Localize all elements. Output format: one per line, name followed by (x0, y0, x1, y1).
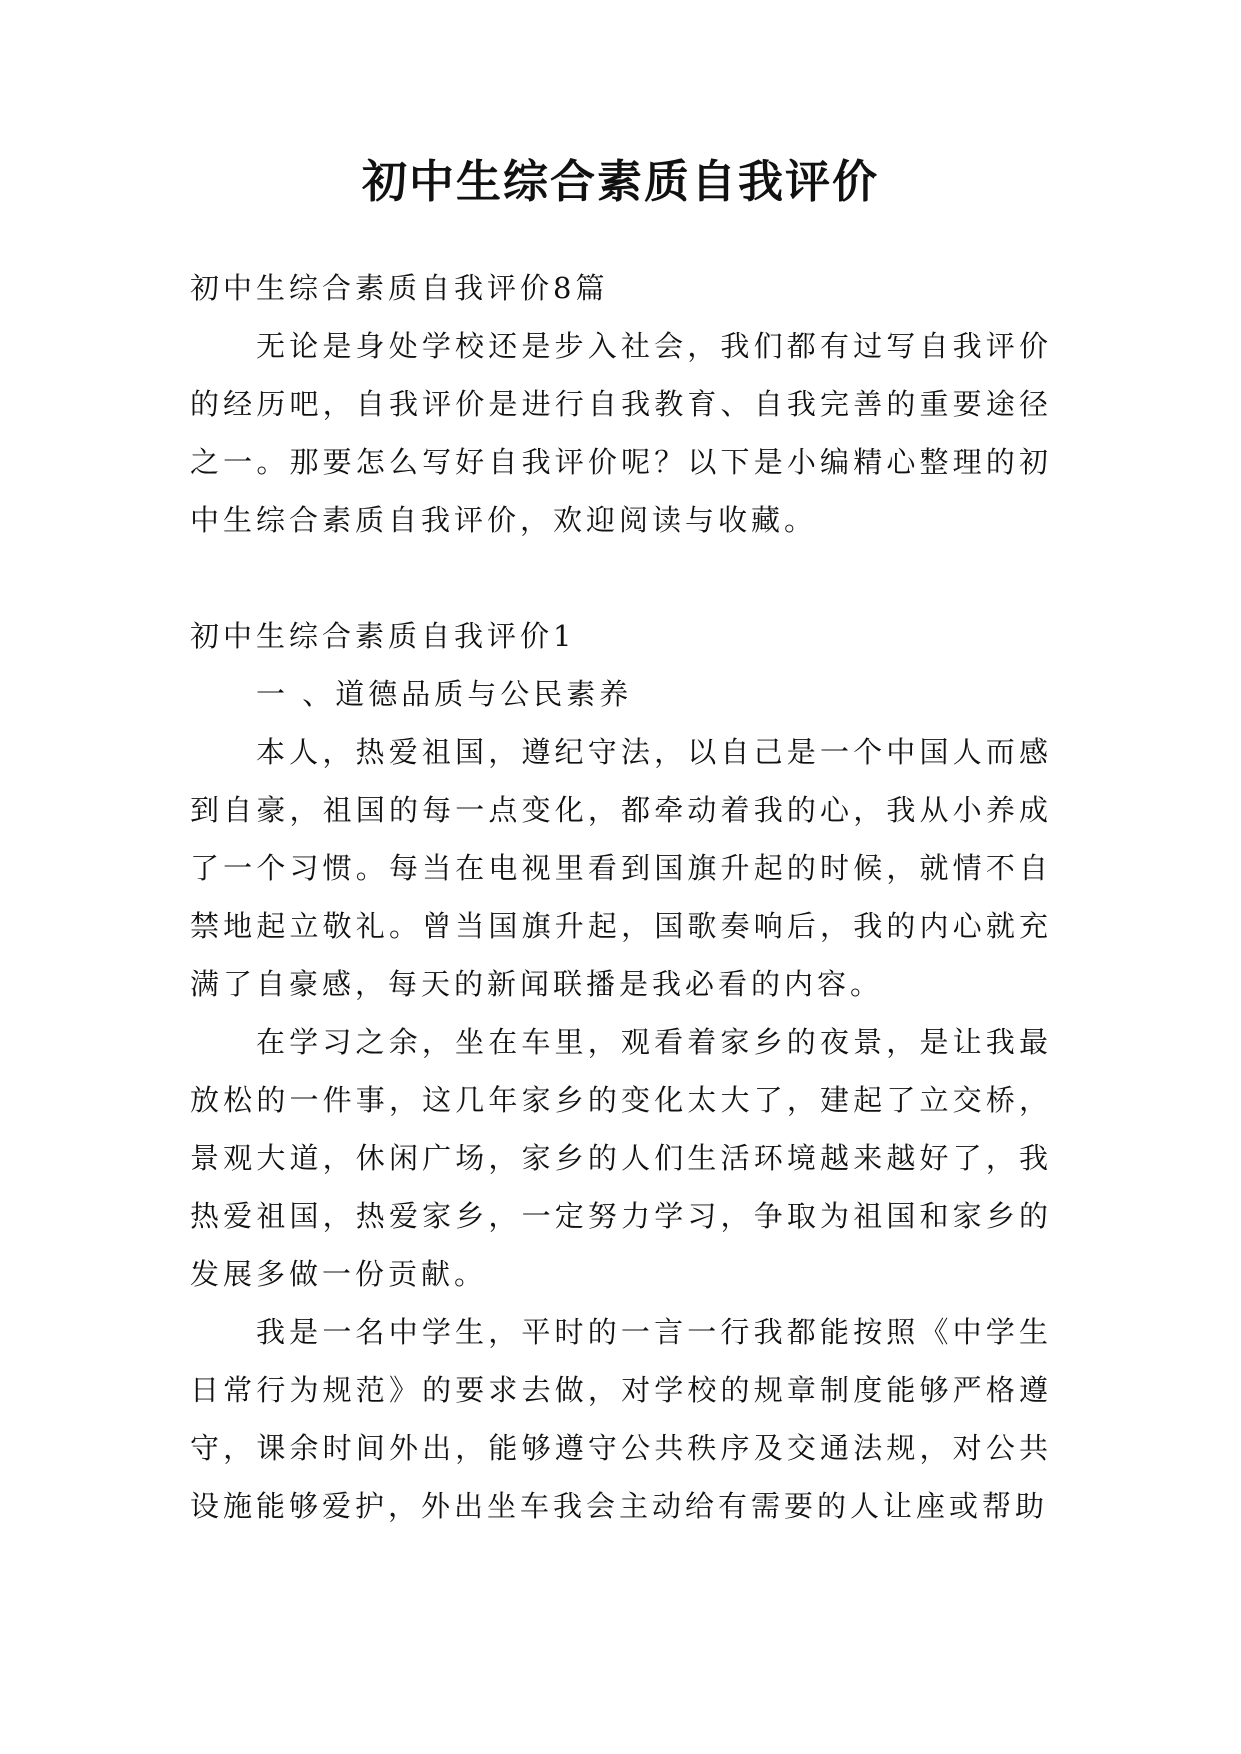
body-paragraph-1: 本人，热爱祖国，遵纪守法，以自己是一个中国人而感到自豪，祖国的每一点变化，都牵动着我的心，我从小养成了一个习惯。每当在电视里看到国旗升起的时候，就情不自禁地起立敬礼。曾当国旗升起，国歌奏响后，我的内心就充满了自豪感，每天的新闻联播是我必看的内容。 (190, 735, 1052, 1001)
subsection-title: 一 、道德品质与公民素养 (256, 677, 633, 711)
section-spacer (190, 549, 1052, 607)
document-body (190, 259, 1052, 1535)
document-title: 初中生综合素质自我评价 (361, 155, 879, 208)
section-title: 初中生综合素质自我评价1 (190, 619, 576, 653)
body-paragraph-3: 我是一名中学生，平时的一言一行我都能按照《中学生日常行为规范》的要求去做，对学校的规章制度能够严格遵守，课余时间外出，能够遵守公共秩序及交通法规，对公共设施能够爱护，外出坐车我会主动给有需要的人让座或帮助 (190, 1315, 1052, 1523)
body-paragraph-2: 在学习之余，坐在车里，观看着家乡的夜景，是让我最放松的一件事，这几年家乡的变化太大了，建起了立交桥，景观大道，休闲广场，家乡的人们生活环境越来越好了，我热爱祖国，热爱家乡，一定努力学习，争取为祖国和家乡的发展多做一份贡献。 (190, 1025, 1052, 1291)
intro-paragraph: 无论是身处学校还是步入社会，我们都有过写自我评价的经历吧，自我评价是进行自我教育、自我完善的重要途径之一。那要怎么写好自我评价呢？以下是小编精心整理的初中生综合素质自我评价，欢迎阅读与收藏。 (190, 329, 1052, 537)
document-subtitle: 初中生综合素质自我评价8篇 (190, 271, 609, 305)
